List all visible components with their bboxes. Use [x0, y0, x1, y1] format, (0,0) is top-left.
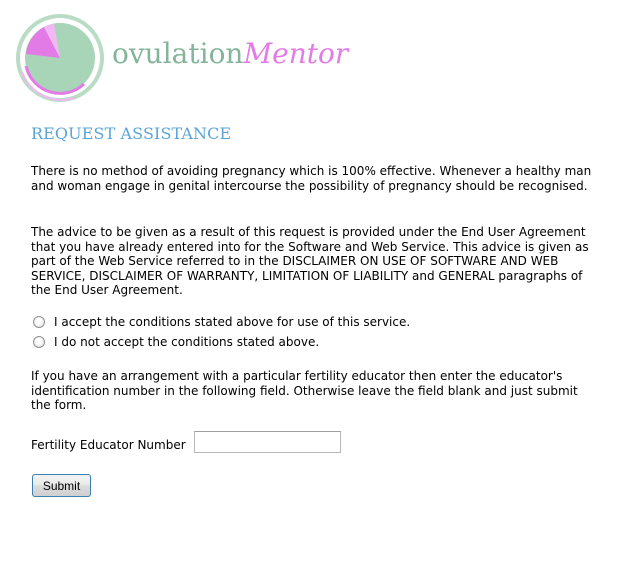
accept-conditions-radio[interactable] [33, 316, 45, 328]
agreement-text: The advice to be given as a result of this request is provided under the End User Agreement that you have already entered into for the Software and Web Service. This advice is given as part of the Web Service referred to in the DISCLAIMER ON USE OF SOFTWARE AND WEB SERVICE, DISCLAIMER OF WARRANTY, LIMITATION OF LIABILITY and GENERAL paragraphs of the End User Agreement. [31, 225, 589, 297]
decline-conditions-option[interactable] [33, 333, 319, 351]
submit-button[interactable]: Submit [32, 474, 91, 497]
logo [14, 14, 354, 104]
accept-conditions-option[interactable] [33, 313, 410, 331]
logo-wordmark [112, 36, 348, 72]
educator-instructions-text: If you have an arrangement with a particular fertility educator then enter the educator's identification number in the following field. Otherwise leave the field blank and just submit the form. [31, 369, 578, 412]
educator-number-label: Fertility Educator Number [31, 438, 186, 452]
accept-conditions-label[interactable]: I accept the conditions stated above for use of this service. [54, 315, 411, 329]
decline-conditions-label[interactable]: I do not accept the conditions stated above. [54, 335, 320, 349]
logo-icon [14, 14, 106, 104]
decline-conditions-radio[interactable] [33, 336, 45, 348]
logo-text-mentor: Mentor [243, 37, 349, 70]
educator-number-input[interactable] [194, 431, 341, 453]
pregnancy-warning-text: There is no method of avoiding pregnancy which is 100% effective. Whenever a healthy man and woman engage in genital intercourse the possibility of pregnancy should be recognised. [31, 164, 592, 193]
page-title: REQUEST ASSISTANCE [31, 124, 232, 143]
logo-text-ovulation: ovulation [112, 37, 244, 70]
